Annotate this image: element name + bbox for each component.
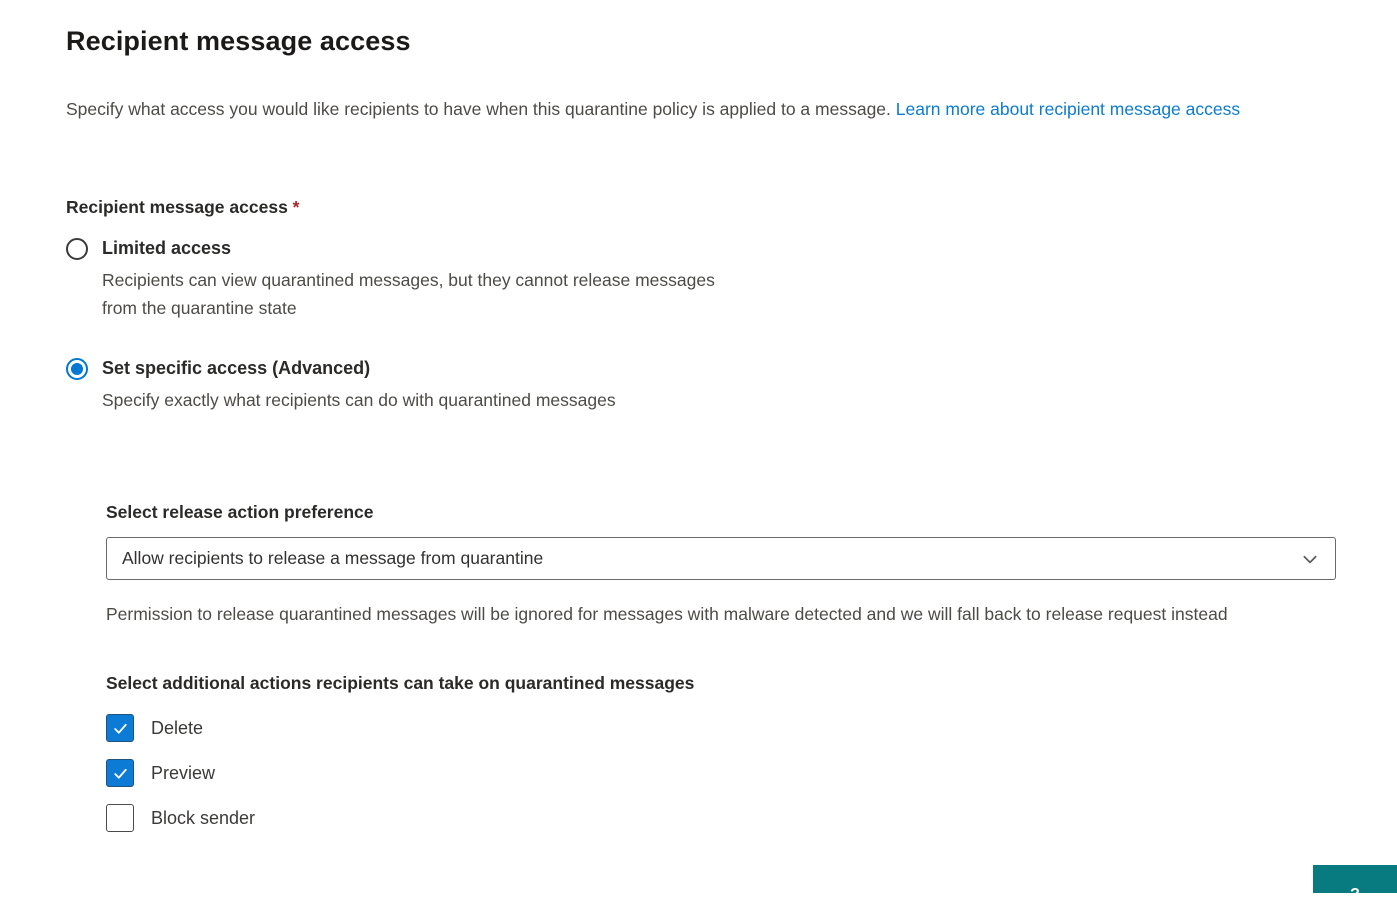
checkbox-label: Preview <box>151 762 216 783</box>
help-button[interactable] <box>1313 865 1397 903</box>
checkmark-icon <box>112 720 129 737</box>
dropdown-selected-value: Allow recipients to release a message from quarantine <box>122 548 544 568</box>
release-action-dropdown[interactable] <box>106 537 1336 580</box>
checkbox-row-delete[interactable] <box>106 714 1335 742</box>
radio-option-description: Specify exactly what recipients can do with quarantined messages <box>102 390 616 410</box>
release-action-label: Select release action preference <box>106 502 374 522</box>
radio-option-description: Recipients can view quarantined messages, but they cannot release messages from the quarantine state <box>102 270 715 318</box>
additional-actions-label: Select additional actions recipients can take on quarantined messages <box>106 673 695 693</box>
release-action-note: Permission to release quarantined messages will be ignored for messages with malware detected and we will fall back to release request instead <box>106 604 1228 624</box>
checkbox-label: Block sender <box>151 807 256 828</box>
advanced-access-section <box>106 502 1335 832</box>
radio-option-label: Limited access <box>102 238 232 258</box>
checkbox-row-block-sender[interactable] <box>106 804 1335 832</box>
chevron-down-icon <box>1301 550 1319 568</box>
field-label-text: Recipient message access <box>66 197 293 217</box>
recipient-access-radio-group <box>66 236 1335 414</box>
checkbox-checked-icon[interactable] <box>106 714 134 742</box>
checkbox-unchecked-icon[interactable] <box>106 804 134 832</box>
help-question-icon: ? <box>1350 886 1360 903</box>
intro-text-body: Specify what access you would like recipients to have when this quarantine policy is applied to a message. <box>66 99 896 119</box>
learn-more-link[interactable]: Learn more about recipient message access <box>895 99 1241 119</box>
checkbox-row-preview[interactable] <box>106 759 1335 787</box>
checkbox-checked-icon[interactable] <box>106 759 134 787</box>
intro-text <box>66 95 1335 123</box>
radio-option-set-specific-access[interactable] <box>66 356 1335 414</box>
radio-option-texts <box>102 236 727 322</box>
checkmark-icon <box>112 765 129 782</box>
radio-unselected-icon[interactable] <box>66 238 88 260</box>
checkbox-label: Delete <box>151 717 204 738</box>
radio-option-limited-access[interactable] <box>66 236 1335 322</box>
radio-option-texts <box>102 356 616 414</box>
additional-actions-checkbox-list <box>106 714 1335 832</box>
required-asterisk: * <box>292 197 300 217</box>
page-title: Recipient message access <box>66 26 411 56</box>
radio-selected-icon[interactable] <box>66 358 88 380</box>
radio-option-label: Set specific access (Advanced) <box>102 358 371 378</box>
recipient-access-field-label <box>66 197 1335 218</box>
